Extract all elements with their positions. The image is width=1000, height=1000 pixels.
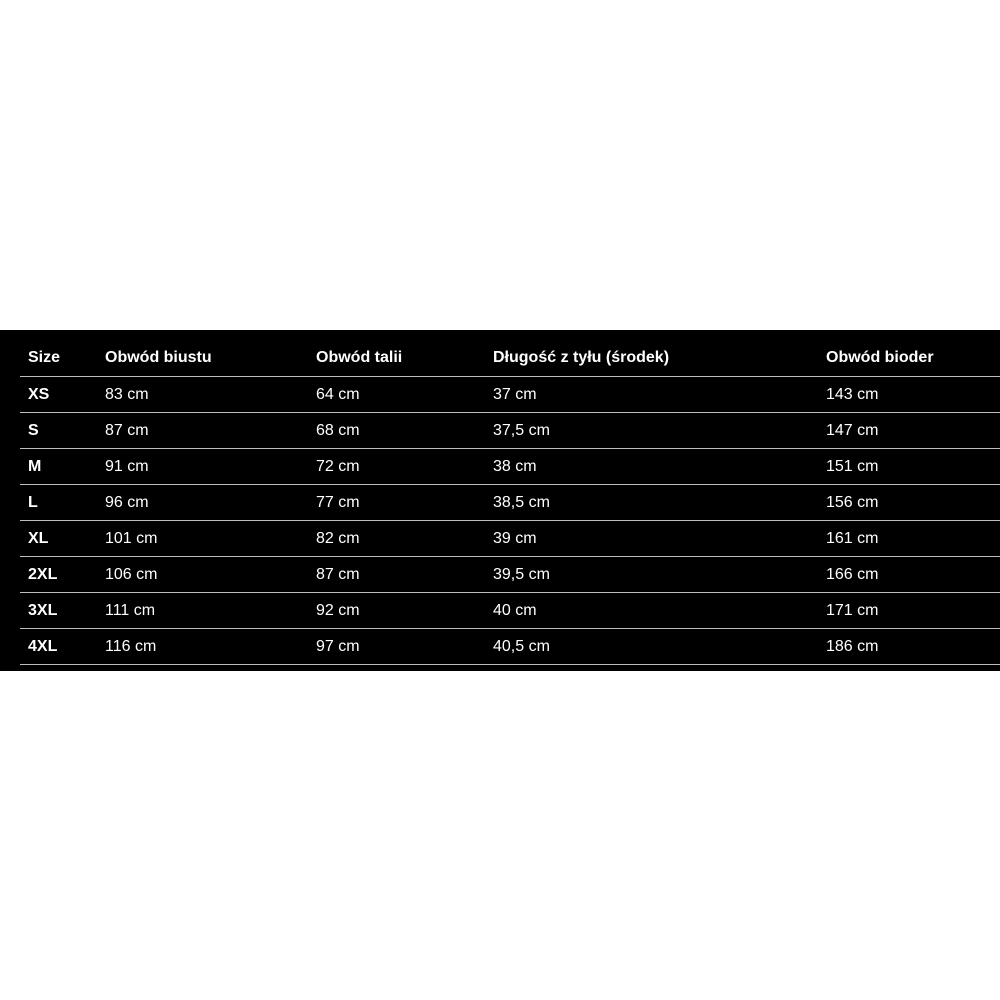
hips-cell: 161 cm: [818, 521, 1000, 557]
table-header-row: [20, 340, 1000, 377]
bust-cell: 91 cm: [97, 449, 308, 485]
size-chart-panel: [0, 330, 1000, 671]
back-length-cell: 39,5 cm: [485, 557, 818, 593]
table-row: [20, 485, 1000, 521]
hips-cell: 156 cm: [818, 485, 1000, 521]
table-row: [20, 521, 1000, 557]
waist-cell: 64 cm: [308, 377, 485, 413]
hips-cell: 151 cm: [818, 449, 1000, 485]
back-length-cell: 38,5 cm: [485, 485, 818, 521]
header-waist: Obwód talii: [316, 349, 403, 366]
waist-cell: 92 cm: [308, 593, 485, 629]
waist-cell: 68 cm: [308, 413, 485, 449]
table-row: [20, 449, 1000, 485]
size-table: [20, 340, 1000, 665]
header-back-length: Długość z tyłu (środek): [493, 349, 670, 366]
hips-cell: 186 cm: [818, 629, 1000, 665]
bust-cell: 87 cm: [97, 413, 308, 449]
waist-cell: 97 cm: [308, 629, 485, 665]
back-length-cell: 38 cm: [485, 449, 818, 485]
back-length-cell: 40 cm: [485, 593, 818, 629]
hips-cell: 147 cm: [818, 413, 1000, 449]
size-cell: XS: [20, 377, 97, 413]
size-cell: 3XL: [20, 593, 97, 629]
hips-cell: 166 cm: [818, 557, 1000, 593]
bust-cell: 111 cm: [97, 593, 308, 629]
size-cell: XL: [20, 521, 97, 557]
header-bust: Obwód biustu: [105, 349, 212, 366]
back-length-cell: 37,5 cm: [485, 413, 818, 449]
table-row: [20, 377, 1000, 413]
waist-cell: 77 cm: [308, 485, 485, 521]
hips-cell: 171 cm: [818, 593, 1000, 629]
header-hips: Obwód bioder: [826, 349, 934, 366]
waist-cell: 72 cm: [308, 449, 485, 485]
bust-cell: 83 cm: [97, 377, 308, 413]
bust-cell: 116 cm: [97, 629, 308, 665]
size-cell: S: [20, 413, 97, 449]
size-cell: M: [20, 449, 97, 485]
header-size: Size: [28, 349, 61, 366]
table-row: [20, 413, 1000, 449]
size-cell: 2XL: [20, 557, 97, 593]
bust-cell: 101 cm: [97, 521, 308, 557]
back-length-cell: 40,5 cm: [485, 629, 818, 665]
hips-cell: 143 cm: [818, 377, 1000, 413]
waist-cell: 87 cm: [308, 557, 485, 593]
table-row: [20, 557, 1000, 593]
table-row: [20, 593, 1000, 629]
waist-cell: 82 cm: [308, 521, 485, 557]
bust-cell: 106 cm: [97, 557, 308, 593]
table-row: [20, 629, 1000, 665]
bust-cell: 96 cm: [97, 485, 308, 521]
back-length-cell: 37 cm: [485, 377, 818, 413]
back-length-cell: 39 cm: [485, 521, 818, 557]
size-cell: L: [20, 485, 97, 521]
size-cell: 4XL: [20, 629, 97, 665]
